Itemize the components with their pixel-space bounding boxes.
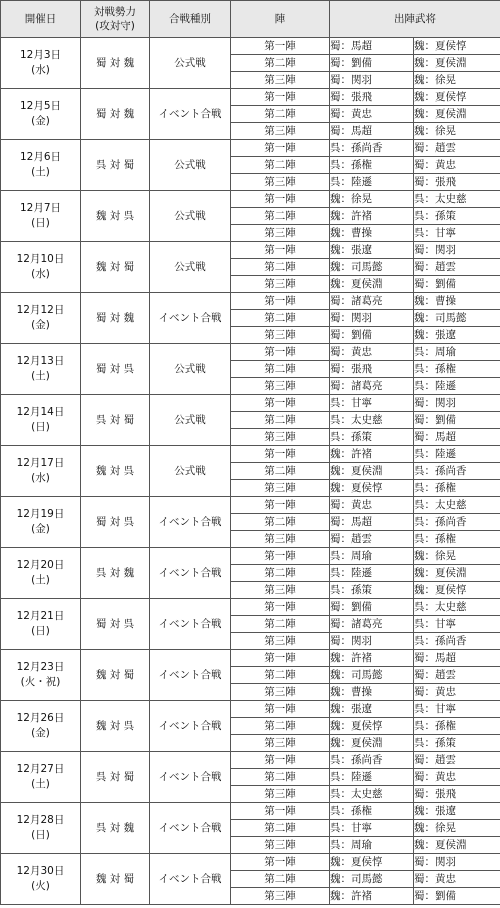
- event-match: 蜀 対 魏: [81, 89, 150, 140]
- event-date-cell: [1, 344, 81, 395]
- defender-general: 魏：夏侯淵: [414, 55, 500, 72]
- jin-label: 第二陣: [231, 616, 330, 633]
- defender-general: 魏：曹操: [414, 293, 500, 310]
- event-match: 蜀 対 魏: [81, 38, 150, 89]
- jin-label: 第二陣: [231, 871, 330, 888]
- table-row: [1, 293, 500, 310]
- event-match: 魏 対 呉: [81, 701, 150, 752]
- table-row: [1, 599, 500, 616]
- event-type: イベント合戦: [150, 293, 231, 344]
- header-jin: 陣: [231, 1, 330, 38]
- jin-label: 第三陣: [231, 786, 330, 803]
- defender-general: 呉：甘寧: [414, 616, 500, 633]
- event-type: 公式戦: [150, 344, 231, 395]
- event-day: (土): [31, 574, 50, 586]
- event-day: (火): [31, 880, 50, 892]
- defender-general: 魏：張遼: [414, 327, 500, 344]
- event-match: 呉 対 蜀: [81, 140, 150, 191]
- defender-general: 呉：孫権: [414, 480, 500, 497]
- defender-general: 魏：夏侯惇: [414, 582, 500, 599]
- event-type: 公式戦: [150, 242, 231, 293]
- event-match: 魏 対 蜀: [81, 242, 150, 293]
- jin-label: 第一陣: [231, 344, 330, 361]
- event-day: (金): [31, 115, 50, 127]
- jin-label: 第二陣: [231, 820, 330, 837]
- jin-label: 第一陣: [231, 548, 330, 565]
- jin-label: 第二陣: [231, 565, 330, 582]
- event-day: (金): [31, 523, 50, 535]
- attacker-general: 魏：許褚: [330, 446, 414, 463]
- table-row: [1, 38, 500, 55]
- attacker-general: 魏：許褚: [330, 888, 414, 905]
- attacker-general: 蜀：馬超: [330, 514, 414, 531]
- jin-label: 第一陣: [231, 140, 330, 157]
- attacker-general: 蜀：劉備: [330, 327, 414, 344]
- jin-label: 第三陣: [231, 174, 330, 191]
- header-date: 開催日: [1, 1, 81, 38]
- attacker-general: 呉：太史慈: [330, 412, 414, 429]
- defender-general: 蜀：関羽: [414, 395, 500, 412]
- defender-general: 蜀：劉備: [414, 276, 500, 293]
- attacker-general: 蜀：劉備: [330, 599, 414, 616]
- jin-label: 第一陣: [231, 854, 330, 871]
- event-date-cell: [1, 497, 81, 548]
- event-type: イベント合戦: [150, 599, 231, 650]
- defender-general: 魏：張遼: [414, 803, 500, 820]
- table-row: [1, 803, 500, 820]
- attacker-general: 蜀：関羽: [330, 633, 414, 650]
- event-date: 12月28日: [16, 814, 65, 826]
- event-date: 12月14日: [16, 406, 65, 418]
- event-date-cell: [1, 38, 81, 89]
- defender-general: 呉：周瑜: [414, 344, 500, 361]
- table-row: [1, 395, 500, 412]
- defender-general: 呉：陸遜: [414, 378, 500, 395]
- event-day: (日): [31, 421, 50, 433]
- event-type: 公式戦: [150, 395, 231, 446]
- defender-general: 呉：太史慈: [414, 599, 500, 616]
- defender-general: 蜀：劉備: [414, 888, 500, 905]
- jin-label: 第一陣: [231, 191, 330, 208]
- defender-general: 蜀：趙雲: [414, 667, 500, 684]
- event-day: (火・祝): [20, 676, 61, 688]
- event-date-cell: [1, 854, 81, 905]
- event-date-cell: [1, 140, 81, 191]
- attacker-general: 蜀：劉備: [330, 55, 414, 72]
- event-type: 公式戦: [150, 191, 231, 242]
- jin-label: 第三陣: [231, 378, 330, 395]
- event-date: 12月10日: [16, 253, 65, 265]
- defender-general: 魏：徐晃: [414, 72, 500, 89]
- defender-general: 蜀：劉備: [414, 412, 500, 429]
- event-date-cell: [1, 752, 81, 803]
- jin-label: 第二陣: [231, 55, 330, 72]
- attacker-general: 蜀：張飛: [330, 89, 414, 106]
- attacker-general: 魏：夏侯淵: [330, 463, 414, 480]
- jin-label: 第一陣: [231, 89, 330, 106]
- event-day: (水): [31, 268, 50, 280]
- attacker-general: 呉：甘寧: [330, 395, 414, 412]
- jin-label: 第一陣: [231, 38, 330, 55]
- attacker-general: 魏：張遼: [330, 701, 414, 718]
- jin-label: 第一陣: [231, 497, 330, 514]
- attacker-general: 魏：夏侯惇: [330, 480, 414, 497]
- attacker-general: 魏：夏侯惇: [330, 718, 414, 735]
- table-row: [1, 854, 500, 871]
- event-match: 魏 対 呉: [81, 446, 150, 497]
- jin-label: 第三陣: [231, 123, 330, 140]
- header-match: [81, 1, 150, 38]
- defender-general: 呉：孫権: [414, 361, 500, 378]
- attacker-general: 蜀：趙雲: [330, 531, 414, 548]
- table-row: [1, 242, 500, 259]
- defender-general: 呉：太史慈: [414, 497, 500, 514]
- attacker-general: 魏：司馬懿: [330, 667, 414, 684]
- attacker-general: 蜀：黄忠: [330, 344, 414, 361]
- defender-general: 蜀：黄忠: [414, 871, 500, 888]
- jin-label: 第一陣: [231, 803, 330, 820]
- defender-general: 魏：徐晃: [414, 123, 500, 140]
- jin-label: 第三陣: [231, 72, 330, 89]
- defender-general: 呉：孫策: [414, 735, 500, 752]
- attacker-general: 蜀：諸葛亮: [330, 616, 414, 633]
- event-date: 12月27日: [16, 763, 65, 775]
- event-match: 蜀 対 魏: [81, 293, 150, 344]
- event-match: 蜀 対 呉: [81, 599, 150, 650]
- defender-general: 蜀：黄忠: [414, 157, 500, 174]
- event-date-cell: [1, 548, 81, 599]
- attacker-general: 蜀：諸葛亮: [330, 293, 414, 310]
- jin-label: 第一陣: [231, 293, 330, 310]
- attacker-general: 呉：孫尚香: [330, 752, 414, 769]
- defender-general: 呉：甘寧: [414, 225, 500, 242]
- jin-label: 第一陣: [231, 752, 330, 769]
- event-type: イベント合戦: [150, 803, 231, 854]
- schedule-body: [1, 38, 500, 905]
- attacker-general: 魏：張遼: [330, 242, 414, 259]
- defender-general: 魏：夏侯淵: [414, 565, 500, 582]
- defender-general: 蜀：黄忠: [414, 769, 500, 786]
- defender-general: 呉：孫権: [414, 531, 500, 548]
- defender-general: 蜀：趙雲: [414, 752, 500, 769]
- defender-general: 蜀：趙雲: [414, 259, 500, 276]
- event-day: (土): [31, 778, 50, 790]
- event-match: 魏 対 呉: [81, 191, 150, 242]
- defender-general: 蜀：関羽: [414, 854, 500, 871]
- event-date: 12月26日: [16, 712, 65, 724]
- jin-label: 第一陣: [231, 701, 330, 718]
- table-row: [1, 140, 500, 157]
- defender-general: 呉：孫尚香: [414, 463, 500, 480]
- attacker-general: 蜀：黄忠: [330, 106, 414, 123]
- attacker-general: 蜀：諸葛亮: [330, 378, 414, 395]
- header-match-label: 対戦勢力: [94, 6, 136, 18]
- table-row: [1, 446, 500, 463]
- attacker-general: 蜀：関羽: [330, 310, 414, 327]
- jin-label: 第一陣: [231, 242, 330, 259]
- attacker-general: 呉：孫策: [330, 582, 414, 599]
- event-date-cell: [1, 701, 81, 752]
- event-type: イベント合戦: [150, 650, 231, 701]
- defender-general: 蜀：関羽: [414, 242, 500, 259]
- defender-general: 呉：甘寧: [414, 701, 500, 718]
- event-type: イベント合戦: [150, 89, 231, 140]
- defender-general: 呉：孫策: [414, 208, 500, 225]
- event-date: 12月6日: [19, 151, 62, 163]
- jin-label: 第三陣: [231, 633, 330, 650]
- jin-label: 第三陣: [231, 531, 330, 548]
- jin-label: 第三陣: [231, 735, 330, 752]
- attacker-general: 魏：司馬懿: [330, 871, 414, 888]
- defender-general: 蜀：馬超: [414, 429, 500, 446]
- attacker-general: 魏：夏侯淵: [330, 735, 414, 752]
- event-match: 魏 対 蜀: [81, 650, 150, 701]
- event-date-cell: [1, 191, 81, 242]
- defender-general: 蜀：黄忠: [414, 684, 500, 701]
- jin-label: 第二陣: [231, 310, 330, 327]
- event-day: (日): [31, 217, 50, 229]
- jin-label: 第三陣: [231, 225, 330, 242]
- attacker-general: 呉：孫権: [330, 803, 414, 820]
- attacker-general: 魏：夏侯淵: [330, 276, 414, 293]
- event-date: 12月3日: [19, 49, 62, 61]
- defender-general: 魏：司馬懿: [414, 310, 500, 327]
- jin-label: 第二陣: [231, 412, 330, 429]
- defender-general: 呉：孫尚香: [414, 514, 500, 531]
- defender-general: 魏：夏侯惇: [414, 38, 500, 55]
- table-row: [1, 548, 500, 565]
- jin-label: 第二陣: [231, 157, 330, 174]
- jin-label: 第二陣: [231, 514, 330, 531]
- event-type: イベント合戦: [150, 752, 231, 803]
- attacker-general: 魏：夏侯惇: [330, 854, 414, 871]
- event-date: 12月5日: [19, 100, 62, 112]
- event-date: 12月13日: [16, 355, 65, 367]
- event-type: 公式戦: [150, 446, 231, 497]
- event-match: 呉 対 魏: [81, 548, 150, 599]
- event-date: 12月17日: [16, 457, 65, 469]
- event-day: (金): [31, 727, 50, 739]
- event-day: (水): [31, 472, 50, 484]
- jin-label: 第二陣: [231, 208, 330, 225]
- event-date-cell: [1, 293, 81, 344]
- defender-general: 蜀：張飛: [414, 174, 500, 191]
- event-match: 魏 対 蜀: [81, 854, 150, 905]
- event-date: 12月7日: [19, 202, 62, 214]
- jin-label: 第三陣: [231, 684, 330, 701]
- attacker-general: 魏：徐晃: [330, 191, 414, 208]
- defender-general: 蜀：張飛: [414, 786, 500, 803]
- event-type: 公式戦: [150, 140, 231, 191]
- attacker-general: 魏：曹操: [330, 225, 414, 242]
- defender-general: 魏：徐晃: [414, 820, 500, 837]
- attacker-general: 蜀：馬超: [330, 38, 414, 55]
- event-type: イベント合戦: [150, 701, 231, 752]
- attacker-general: 呉：陸遜: [330, 565, 414, 582]
- jin-label: 第三陣: [231, 582, 330, 599]
- attacker-general: 蜀：関羽: [330, 72, 414, 89]
- table-row: [1, 191, 500, 208]
- event-date: 12月21日: [16, 610, 65, 622]
- event-match: 呉 対 蜀: [81, 752, 150, 803]
- event-date-cell: [1, 242, 81, 293]
- table-row: [1, 650, 500, 667]
- event-day: (土): [31, 166, 50, 178]
- attacker-general: 呉：孫策: [330, 429, 414, 446]
- table-row: [1, 89, 500, 106]
- event-day: (土): [31, 370, 50, 382]
- attacker-general: 呉：孫尚香: [330, 140, 414, 157]
- event-day: (金): [31, 319, 50, 331]
- jin-label: 第一陣: [231, 446, 330, 463]
- event-match: 呉 対 蜀: [81, 395, 150, 446]
- jin-label: 第二陣: [231, 259, 330, 276]
- event-date-cell: [1, 650, 81, 701]
- jin-label: 第三陣: [231, 327, 330, 344]
- defender-general: 魏：夏侯惇: [414, 89, 500, 106]
- jin-label: 第三陣: [231, 429, 330, 446]
- defender-general: 呉：孫尚香: [414, 633, 500, 650]
- jin-label: 第三陣: [231, 837, 330, 854]
- attacker-general: 魏：許褚: [330, 650, 414, 667]
- attacker-general: 蜀：黄忠: [330, 497, 414, 514]
- table-row: [1, 344, 500, 361]
- event-date-cell: [1, 395, 81, 446]
- jin-label: 第二陣: [231, 667, 330, 684]
- attacker-general: 呉：孫権: [330, 157, 414, 174]
- event-match: 蜀 対 呉: [81, 344, 150, 395]
- event-day: (日): [31, 829, 50, 841]
- table-row: [1, 497, 500, 514]
- jin-label: 第一陣: [231, 599, 330, 616]
- attacker-general: 呉：周瑜: [330, 837, 414, 854]
- event-date-cell: [1, 89, 81, 140]
- attacker-general: 呉：陸遜: [330, 769, 414, 786]
- event-date-cell: [1, 803, 81, 854]
- attacker-general: 魏：司馬懿: [330, 259, 414, 276]
- defender-general: 魏：徐晃: [414, 548, 500, 565]
- attacker-general: 呉：太史慈: [330, 786, 414, 803]
- defender-general: 蜀：趙雲: [414, 140, 500, 157]
- event-type: イベント合戦: [150, 497, 231, 548]
- jin-label: 第二陣: [231, 718, 330, 735]
- event-type: 公式戦: [150, 38, 231, 89]
- jin-label: 第一陣: [231, 395, 330, 412]
- defender-general: 呉：太史慈: [414, 191, 500, 208]
- defender-general: 蜀：馬超: [414, 650, 500, 667]
- jin-label: 第二陣: [231, 769, 330, 786]
- event-type: イベント合戦: [150, 548, 231, 599]
- attacker-general: 蜀：張飛: [330, 361, 414, 378]
- attacker-general: 呉：陸遜: [330, 174, 414, 191]
- header-generals: 出陣武将: [330, 1, 500, 38]
- jin-label: 第二陣: [231, 106, 330, 123]
- event-date: 12月23日: [16, 661, 65, 673]
- jin-label: 第二陣: [231, 463, 330, 480]
- header-match-sub: (攻対守): [95, 20, 135, 32]
- event-match: 呉 対 魏: [81, 803, 150, 854]
- defender-general: 呉：孫権: [414, 718, 500, 735]
- event-date-cell: [1, 446, 81, 497]
- event-date: 12月30日: [16, 865, 65, 877]
- table-row: [1, 701, 500, 718]
- defender-general: 魏：夏侯淵: [414, 837, 500, 854]
- table-row: [1, 752, 500, 769]
- jin-label: 第一陣: [231, 650, 330, 667]
- jin-label: 第三陣: [231, 888, 330, 905]
- jin-label: 第三陣: [231, 480, 330, 497]
- event-day: (水): [31, 64, 50, 76]
- attacker-general: 呉：甘寧: [330, 820, 414, 837]
- event-date-cell: [1, 599, 81, 650]
- event-day: (日): [31, 625, 50, 637]
- attacker-general: 呉：周瑜: [330, 548, 414, 565]
- header-row: [1, 1, 500, 38]
- event-type: イベント合戦: [150, 854, 231, 905]
- event-date: 12月20日: [16, 559, 65, 571]
- header-type: 合戦種別: [150, 1, 231, 38]
- attacker-general: 蜀：馬超: [330, 123, 414, 140]
- attacker-general: 魏：曹操: [330, 684, 414, 701]
- defender-general: 魏：夏侯淵: [414, 106, 500, 123]
- event-date: 12月12日: [16, 304, 65, 316]
- event-date: 12月19日: [16, 508, 65, 520]
- jin-label: 第三陣: [231, 276, 330, 293]
- defender-general: 呉：陸遜: [414, 446, 500, 463]
- jin-label: 第二陣: [231, 361, 330, 378]
- attacker-general: 魏：許褚: [330, 208, 414, 225]
- event-match: 蜀 対 呉: [81, 497, 150, 548]
